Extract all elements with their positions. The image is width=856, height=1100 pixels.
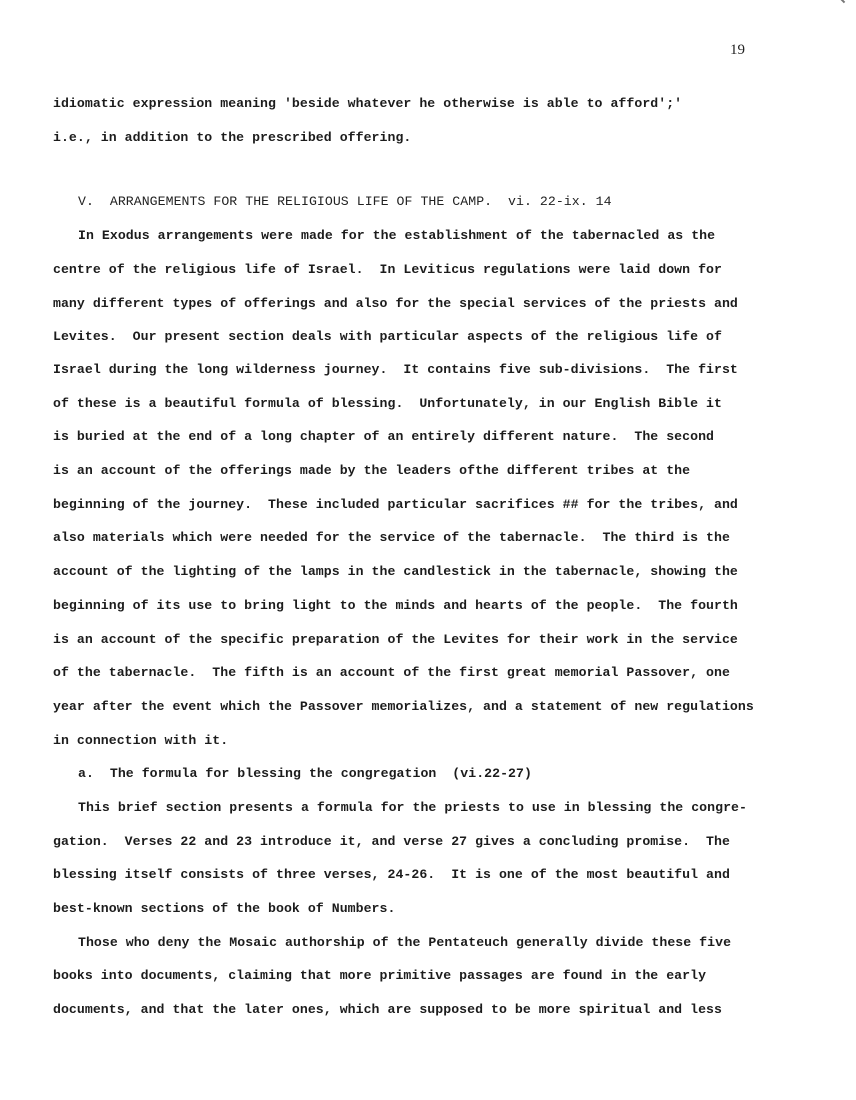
scan-corner-mark bbox=[837, 0, 845, 3]
paragraph-line: also materials which were needed for the service of the tabernacle. The third is the bbox=[53, 530, 730, 545]
paragraph-line: This brief section presents a formula for the priests to use in blessing the congre- bbox=[78, 800, 747, 815]
paragraph-line: beginning of the journey. These included particular sacrifices ## for the tribes, and bbox=[53, 497, 738, 512]
paragraph-line: Israel during the long wilderness journey. It contains five sub-divisions. The first bbox=[53, 362, 738, 377]
paragraph-line: is an account of the offerings made by the leaders ofthe different tribes at the bbox=[53, 463, 691, 478]
paragraph-line: year after the event which the Passover memorializes, and a statement of new regulations bbox=[53, 699, 754, 714]
paragraph-line: documents, and that the later ones, which are supposed to be more spiritual and less bbox=[53, 1002, 722, 1017]
page-number: 19 bbox=[730, 42, 745, 58]
paragraph-line: Those who deny the Mosaic authorship of the Pentateuch generally divide these five bbox=[78, 935, 732, 950]
paragraph-line: gation. Verses 22 and 23 introduce it, and verse 27 gives a concluding promise. The bbox=[53, 834, 730, 849]
paragraph-line: of the tabernacle. The fifth is an account of the first great memorial Passover, one bbox=[53, 665, 730, 680]
continuation-line: idiomatic expression meaning 'beside whatever he otherwise is able to afford';' bbox=[53, 96, 683, 111]
paragraph-line: In Exodus arrangements were made for the establishment of the tabernacled as the bbox=[78, 228, 716, 243]
paragraph-line: in connection with it. bbox=[53, 733, 229, 748]
continuation-line: i.e., in addition to the prescribed offering. bbox=[53, 130, 412, 145]
section-heading: V. ARRANGEMENTS FOR THE RELIGIOUS LIFE OF THE CAMP. vi. 22-ix. 14 bbox=[78, 194, 612, 209]
paragraph-line: is an account of the specific preparation of the Levites for their work in the service bbox=[53, 632, 738, 647]
paragraph-line: Levites. Our present section deals with particular aspects of the religious life of bbox=[53, 329, 722, 344]
paragraph-line: beginning of its use to bring light to the minds and hearts of the people. The fourth bbox=[53, 598, 738, 613]
paragraph-line: of these is a beautiful formula of blessing. Unfortunately, in our English Bible it bbox=[53, 396, 722, 411]
paragraph-line: is buried at the end of a long chapter of an entirely different nature. The second bbox=[53, 429, 714, 444]
paragraph-line: blessing itself consists of three verses, 24-26. It is one of the most beautiful and bbox=[53, 867, 730, 882]
paragraph-line: best-known sections of the book of Numbers. bbox=[53, 901, 396, 916]
subsection-heading: a. The formula for blessing the congregation (vi.22-27) bbox=[78, 766, 532, 781]
paragraph-line: centre of the religious life of Israel. In Leviticus regulations were laid down for bbox=[53, 262, 722, 277]
paragraph-line: many different types of offerings and also for the special services of the priests and bbox=[53, 296, 738, 311]
paragraph-line: account of the lighting of the lamps in the candlestick in the tabernacle, showing the bbox=[53, 564, 738, 579]
paragraph-line: books into documents, claiming that more primitive passages are found in the early bbox=[53, 968, 707, 983]
